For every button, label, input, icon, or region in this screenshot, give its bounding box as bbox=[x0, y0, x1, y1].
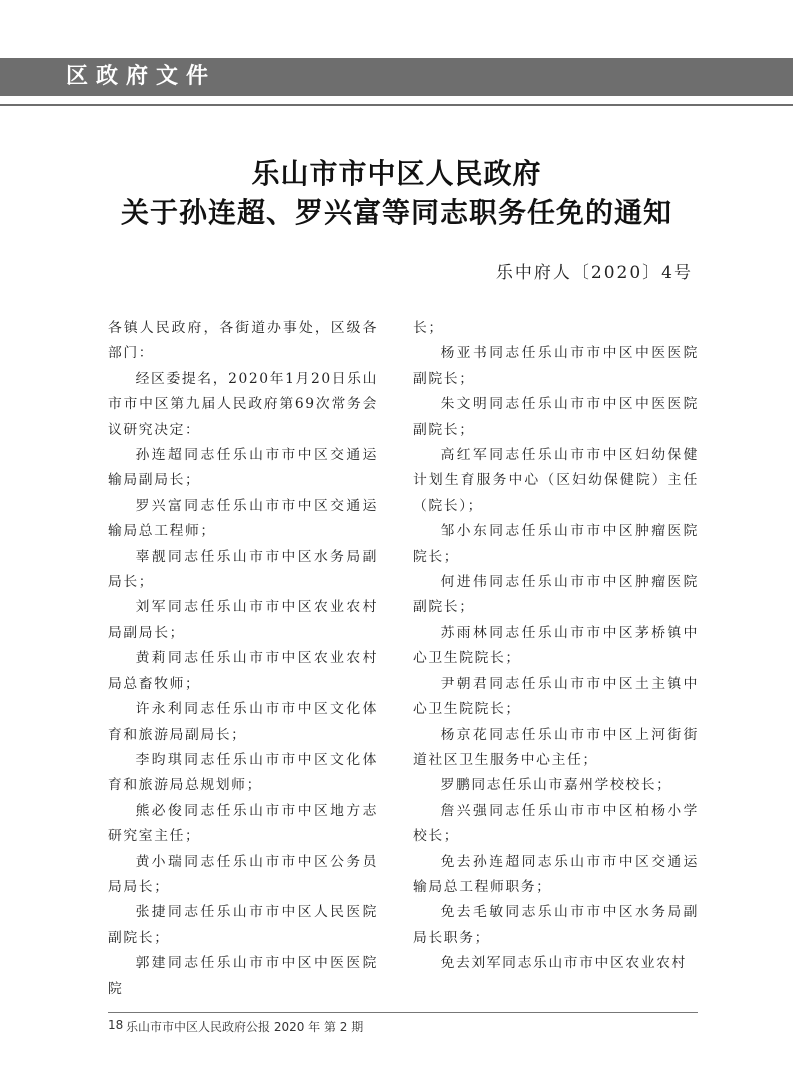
paragraph: 免去毛敏同志乐山市市中区水务局副局长职务； bbox=[413, 904, 699, 946]
paragraph: 苏雨林同志任乐山市市中区茅桥镇中心卫生院院长； bbox=[413, 624, 699, 667]
body-left-column bbox=[108, 316, 378, 1002]
page-number: 18 bbox=[108, 1018, 124, 1032]
footer-divider bbox=[108, 1012, 698, 1013]
paragraph: 刘军同志任乐山市市中区农业农村局副局长； bbox=[108, 599, 378, 641]
paragraph: 詹兴强同志任乐山市市中区柏杨小学校长； bbox=[413, 802, 699, 845]
paragraph: 长； bbox=[413, 320, 444, 336]
paragraph: 免去孙连超同志乐山市市中区交通运输局总工程师职务； bbox=[413, 853, 699, 895]
paragraph: 免去刘军同志乐山市市中区农业农村 bbox=[440, 955, 687, 972]
paragraph: 郭建同志任乐山市市中区中医医院院 bbox=[108, 955, 378, 997]
paragraph: 辜靓同志任乐山市市中区水务局副局长； bbox=[108, 548, 378, 591]
section-label: 区政府文件 bbox=[66, 64, 217, 89]
document-title-line-2: 关于孙连超、罗兴富等同志职务任免的通知 bbox=[120, 196, 672, 229]
paragraph: 罗鹏同志任乐山市嘉州学校校长； bbox=[440, 777, 672, 794]
document-title-line-1: 乐山市市中区人民政府 bbox=[251, 157, 542, 190]
paragraph: 张捷同志任乐山市市中区人民医院副院长； bbox=[108, 904, 378, 946]
paragraph: 经区委提名，2020年1月20日乐山市市中区第九届人民政府第69次常务会议研究决定： bbox=[108, 370, 378, 438]
paragraph: 许永利同志任乐山市市中区文化体育和旅游局副局长； bbox=[108, 701, 378, 743]
paragraph: 黄莉同志任乐山市市中区农业农村局总畜牧师； bbox=[108, 650, 378, 692]
paragraph: 李昀琪同志任乐山市市中区文化体育和旅游局总规划师； bbox=[108, 751, 378, 794]
paragraph: 杨亚书同志任乐山市市中区中医医院副院长； bbox=[413, 345, 699, 387]
paragraph: 罗兴富同志任乐山市市中区交通运输局总工程师； bbox=[108, 497, 378, 540]
paragraph: 高红军同志任乐山市市中区妇幼保健计划生育服务中心（区妇幼保健院）主任（院长）； bbox=[413, 447, 699, 514]
paragraph: 朱文明同志任乐山市市中区中医医院副院长； bbox=[413, 396, 699, 438]
paragraph: 黄小瑞同志任乐山市市中区公务员局局长； bbox=[108, 853, 378, 895]
paragraph: 杨京花同志任乐山市市中区上河街街道社区卫生服务中心主任； bbox=[413, 726, 699, 768]
body-right-column bbox=[413, 316, 699, 977]
header-divider bbox=[0, 104, 793, 106]
publication-info: 乐山市市中区人民政府公报 2020 年 第 2 期 bbox=[126, 1020, 364, 1034]
paragraph: 孙连超同志任乐山市市中区交通运输局副局长； bbox=[108, 447, 378, 489]
paragraph: 各镇人民政府，各街道办事处，区级各部门： bbox=[108, 320, 378, 362]
document-number: 乐中府人〔2020〕4号 bbox=[495, 263, 693, 283]
paragraph: 邹小东同志任乐山市市中区肿瘤医院院长； bbox=[413, 523, 699, 565]
paragraph: 尹朝君同志任乐山市市中区土主镇中心卫生院院长； bbox=[413, 675, 699, 718]
paragraph: 何进伟同志任乐山市市中区肿瘤医院副院长； bbox=[413, 574, 699, 616]
paragraph: 熊必俊同志任乐山市市中区地方志研究室主任； bbox=[108, 802, 378, 845]
